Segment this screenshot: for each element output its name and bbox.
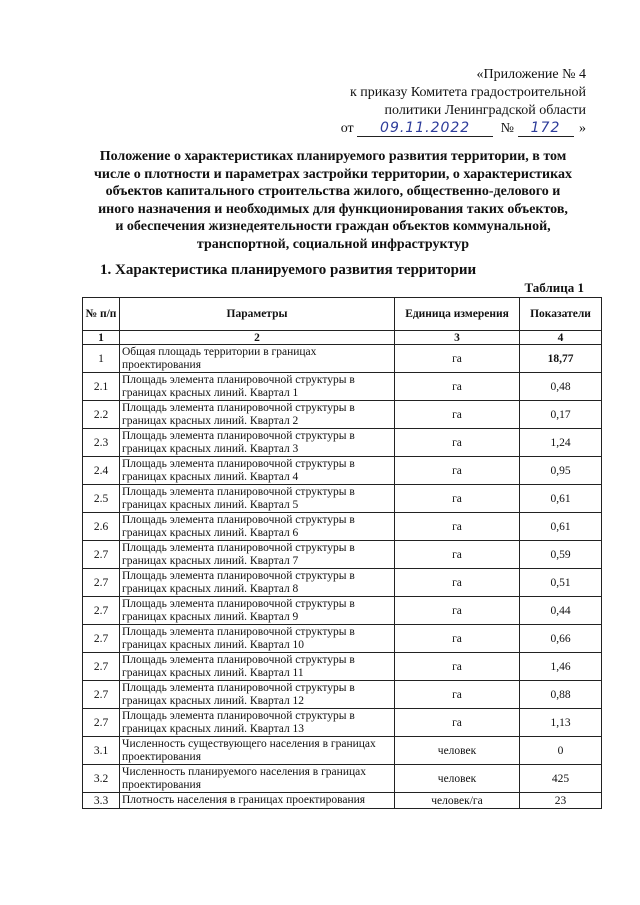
row-number: 2.3 (83, 429, 120, 457)
row-parameter: Площадь элемента планировочной структуры в границах красных линий. Квартал 2 (120, 401, 395, 429)
row-unit: га (395, 569, 520, 597)
row-value: 18,77 (520, 345, 602, 373)
row-value: 1,13 (520, 709, 602, 737)
row-parameter: Площадь элемента планировочной структуры в границах красных линий. Квартал 1 (120, 373, 395, 401)
row-value: 1,46 (520, 653, 602, 681)
row-parameter: Площадь элемента планировочной структуры в границах красных линий. Квартал 10 (120, 625, 395, 653)
row-number: 2.1 (83, 373, 120, 401)
heading-line: объектов капитального строительства жилого, общественно-делового и (105, 184, 561, 199)
handwritten-number: 172 (530, 120, 561, 136)
document-heading (60, 148, 606, 253)
row-number: 3.2 (83, 765, 120, 793)
row-value: 0,59 (520, 541, 602, 569)
table-row (83, 737, 602, 765)
row-value: 0 (520, 737, 602, 765)
row-unit: га (395, 653, 520, 681)
row-parameter: Площадь элемента планировочной структуры в границах красных линий. Квартал 11 (120, 653, 395, 681)
row-unit: человек (395, 765, 520, 793)
row-number: 3.1 (83, 737, 120, 765)
date-field (357, 121, 493, 137)
characteristics-table (82, 297, 602, 809)
heading-line: и обеспечения жизнедеятельности граждан объектов коммунальной, (115, 219, 551, 234)
table-row (83, 569, 602, 597)
appendix-committee: политики Ленинградской области (384, 103, 586, 118)
row-parameter: Площадь элемента планировочной структуры в границах красных линий. Квартал 7 (120, 541, 395, 569)
row-number: 2.6 (83, 513, 120, 541)
heading-line: транспортной, социальной инфраструктур (196, 236, 470, 252)
row-unit: га (395, 429, 520, 457)
row-parameter: Площадь элемента планировочной структуры в границах красных линий. Квартал 12 (120, 681, 395, 709)
number-label: № (500, 121, 514, 136)
table-row (83, 457, 602, 485)
row-unit: га (395, 373, 520, 401)
row-parameter: Площадь элемента планировочной структуры в границах красных линий. Квартал 6 (120, 513, 395, 541)
row-unit: га (395, 541, 520, 569)
closing-quote: » (579, 121, 586, 136)
row-value: 0,44 (520, 597, 602, 625)
table-row (83, 429, 602, 457)
table-row (83, 765, 602, 793)
row-value: 0,61 (520, 513, 602, 541)
row-unit: га (395, 597, 520, 625)
row-parameter: Площадь элемента планировочной структуры в границах красных линий. Квартал 9 (120, 597, 395, 625)
row-unit: человек (395, 737, 520, 765)
row-unit: га (395, 625, 520, 653)
row-unit: га (395, 681, 520, 709)
row-value: 1,24 (520, 429, 602, 457)
table-row (83, 709, 602, 737)
table-row (83, 653, 602, 681)
column-number: 4 (520, 331, 602, 345)
row-number: 2.7 (83, 625, 120, 653)
row-number: 2.7 (83, 541, 120, 569)
row-parameter: Численность планируемого населения в границах проектирования (120, 765, 395, 793)
row-number: 1 (83, 345, 120, 373)
header-unit: Единица измерения (395, 298, 520, 331)
appendix-header (286, 66, 586, 138)
section-title: 1. Характеристика планируемого развития территории (100, 262, 477, 278)
row-value: 0,66 (520, 625, 602, 653)
row-unit: га (395, 485, 520, 513)
table-row (83, 345, 602, 373)
appendix-date-number-line (286, 120, 586, 138)
heading-line: числе о плотности и параметрах застройки территории, о характеристиках (94, 166, 572, 182)
table-row (83, 681, 602, 709)
row-value: 0,17 (520, 401, 602, 429)
table-row (83, 373, 602, 401)
table-header-row (83, 298, 602, 331)
column-number: 1 (83, 331, 120, 345)
header-number: № п/п (83, 298, 120, 331)
from-label: от (340, 121, 354, 136)
row-number: 2.4 (83, 457, 120, 485)
appendix-order-ref: к приказу Комитета градостроительной (350, 85, 586, 100)
row-value: 23 (520, 793, 602, 809)
column-number: 2 (120, 331, 395, 345)
heading-line: Положение о характеристиках планируемого развития территории, в том (99, 149, 567, 164)
row-parameter: Площадь элемента планировочной структуры в границах красных линий. Квартал 13 (120, 709, 395, 737)
row-number: 3.3 (83, 793, 120, 809)
heading-line: иного назначения и необходимых для функционирования таких объектов, (98, 201, 568, 217)
row-unit: га (395, 513, 520, 541)
number-field (518, 121, 574, 137)
row-number: 2.5 (83, 485, 120, 513)
row-number: 2.7 (83, 597, 120, 625)
row-parameter: Плотность населения в границах проектирования (120, 793, 395, 809)
row-value: 0,95 (520, 457, 602, 485)
row-value: 0,48 (520, 373, 602, 401)
row-number: 2.7 (83, 653, 120, 681)
row-value: 425 (520, 765, 602, 793)
column-numbers-row (83, 331, 602, 345)
header-values: Показатели (520, 298, 602, 331)
row-value: 0,61 (520, 485, 602, 513)
table-row (83, 793, 602, 809)
row-parameter: Площадь элемента планировочной структуры в границах красных линий. Квартал 5 (120, 485, 395, 513)
row-parameter: Общая площадь территории в границах проектирования (120, 345, 395, 373)
row-parameter: Численность существующего населения в границах проектирования (120, 737, 395, 765)
table-row (83, 513, 602, 541)
row-parameter: Площадь элемента планировочной структуры в границах красных линий. Квартал 8 (120, 569, 395, 597)
table-row (83, 401, 602, 429)
column-number: 3 (395, 331, 520, 345)
row-unit: га (395, 401, 520, 429)
row-unit: га (395, 457, 520, 485)
row-unit: человек/га (395, 793, 520, 809)
row-parameter: Площадь элемента планировочной структуры в границах красных линий. Квартал 3 (120, 429, 395, 457)
row-number: 2.7 (83, 569, 120, 597)
table-row (83, 485, 602, 513)
row-value: 0,88 (520, 681, 602, 709)
handwritten-date: 09.11.2022 (380, 120, 471, 136)
row-unit: га (395, 345, 520, 373)
table-row (83, 541, 602, 569)
table-row (83, 597, 602, 625)
row-value: 0,51 (520, 569, 602, 597)
header-parameters: Параметры (120, 298, 395, 331)
row-number: 2.7 (83, 709, 120, 737)
row-number: 2.7 (83, 681, 120, 709)
table-label: Таблица 1 (524, 280, 584, 295)
row-parameter: Площадь элемента планировочной структуры в границах красных линий. Квартал 4 (120, 457, 395, 485)
appendix-title: «Приложение № 4 (476, 67, 586, 82)
table-row (83, 625, 602, 653)
row-unit: га (395, 709, 520, 737)
row-number: 2.2 (83, 401, 120, 429)
